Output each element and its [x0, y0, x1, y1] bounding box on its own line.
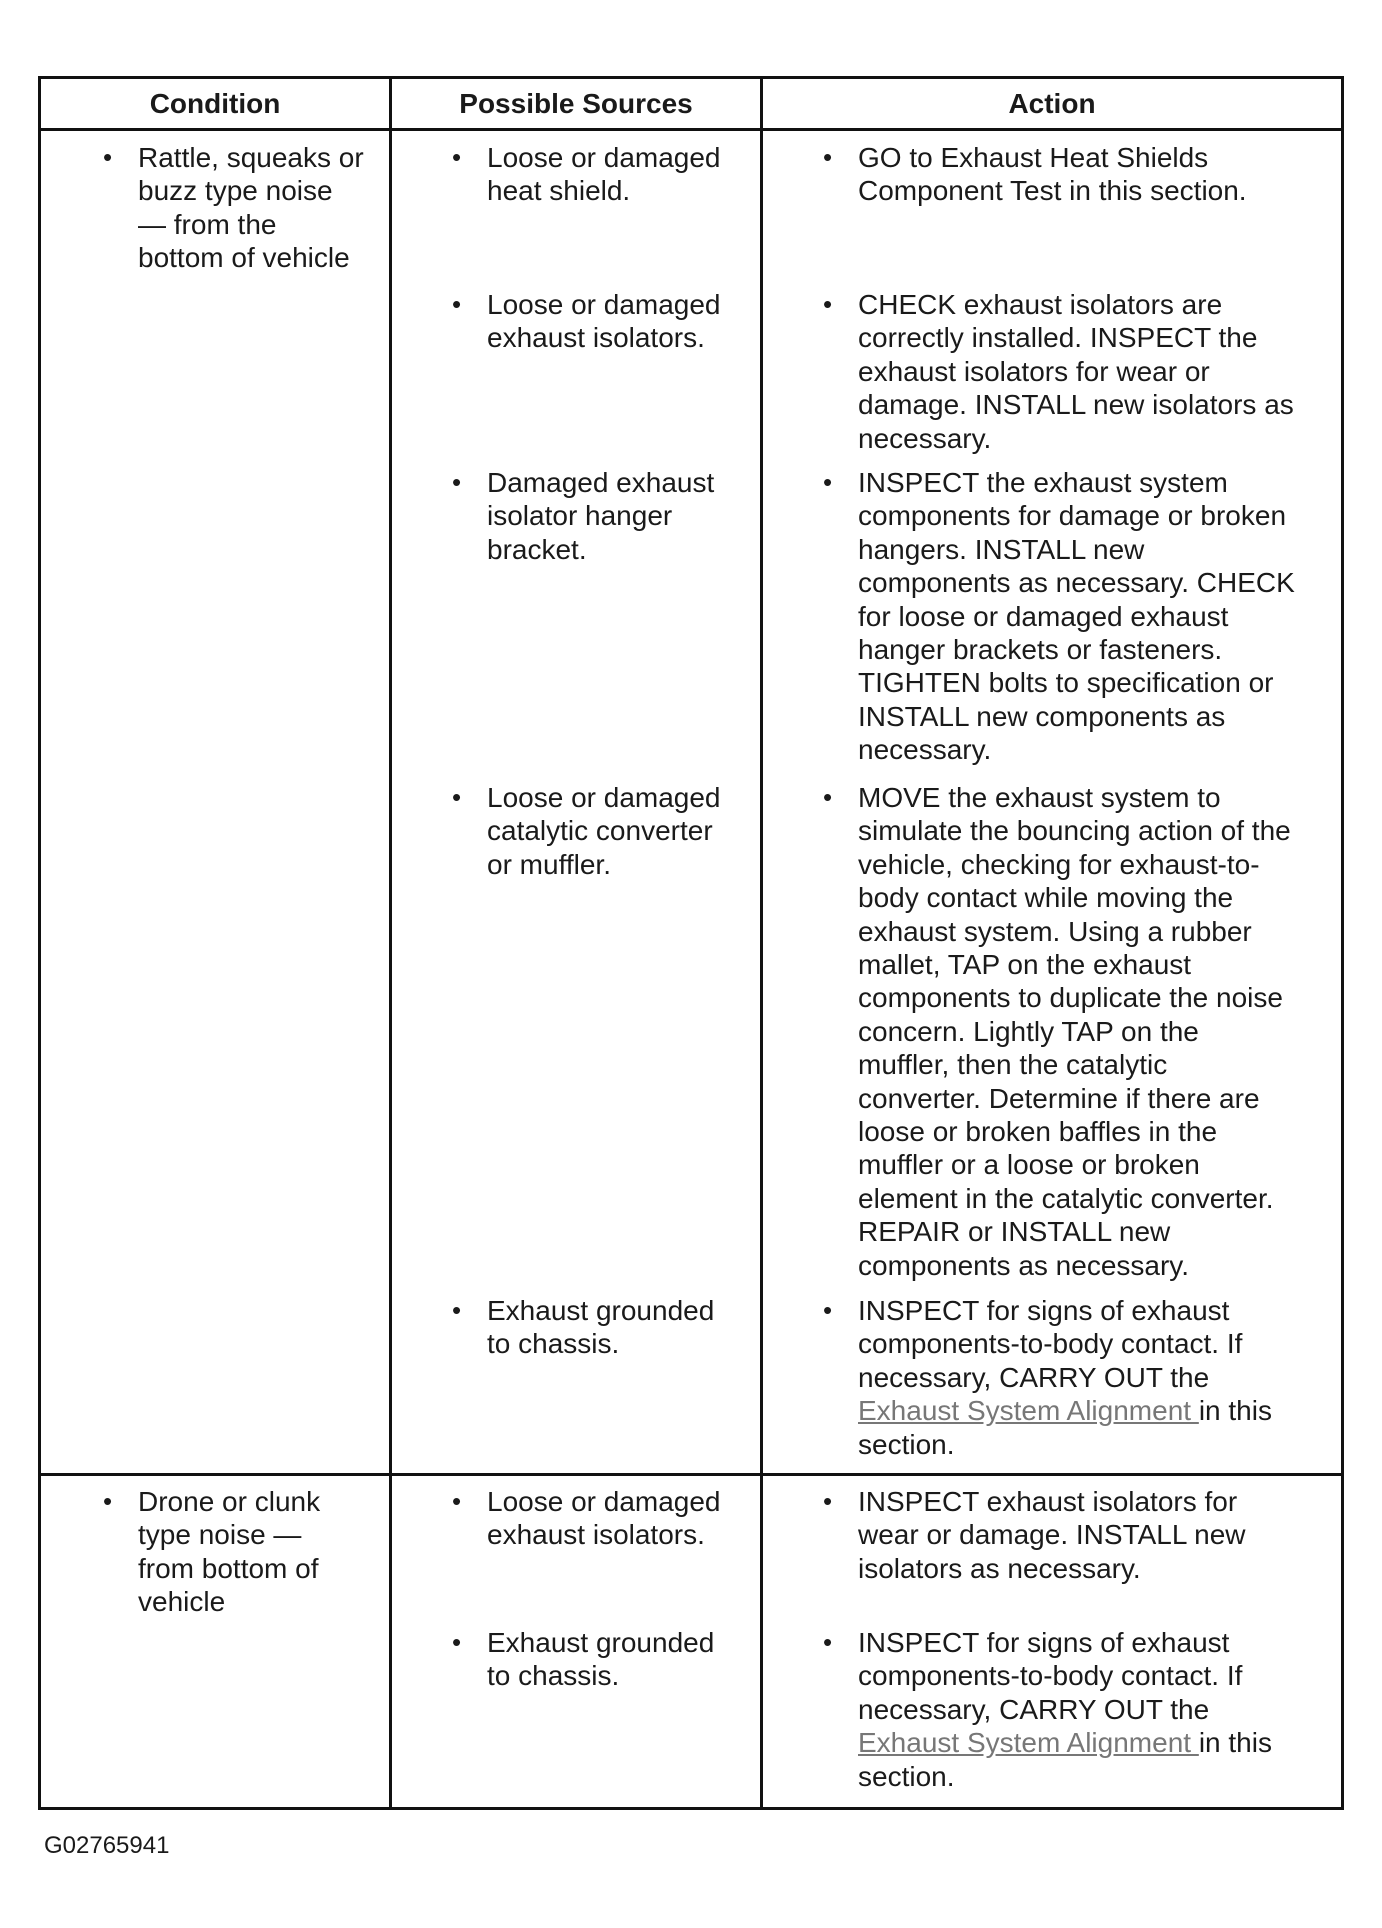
action-text [858, 1294, 1272, 1461]
action-text-tail: in this section. [858, 1727, 1272, 1792]
column-divider [760, 79, 763, 1807]
bullet-icon: • [823, 142, 833, 172]
source-text: Loose or damaged heat shield. [487, 142, 721, 207]
exhaust-system-alignment-link[interactable]: Exhaust System Alignment [858, 1395, 1199, 1427]
source-text: Exhaust grounded to chassis. [487, 1295, 715, 1360]
bullet-icon: • [452, 467, 462, 497]
action-text-lead: INSPECT for signs of exhaust components-to-body contact. If necessary, CARRY OUT the [858, 1295, 1243, 1393]
action-text-lead: INSPECT for signs of exhaust components-to-body contact. If necessary, CARRY OUT the [858, 1627, 1243, 1725]
action-text: INSPECT exhaust isolators for wear or damage. INSTALL new isolators as necessary. [858, 1486, 1246, 1584]
diagnosis-table [38, 76, 1344, 1810]
bullet-icon: • [823, 467, 833, 497]
row-divider [41, 1473, 1341, 1476]
header-possible-sources: Possible Sources [459, 87, 693, 119]
figure-code: G02765941 [44, 1832, 170, 1859]
header-condition: Condition [149, 87, 281, 119]
exhaust-system-alignment-link[interactable]: Exhaust System Alignment [858, 1727, 1199, 1759]
bullet-icon: • [452, 1486, 462, 1516]
header-divider [41, 128, 1341, 131]
bullet-icon: • [452, 1627, 462, 1657]
bullet-icon: • [103, 1486, 113, 1516]
bullet-icon: • [452, 289, 462, 319]
bullet-icon: • [823, 782, 833, 812]
source-text: Exhaust grounded to chassis. [487, 1627, 715, 1692]
source-text: Loose or damaged catalytic converter or muffler. [487, 782, 721, 880]
bullet-icon: • [452, 1295, 462, 1325]
action-text [858, 1626, 1272, 1793]
column-divider [389, 79, 392, 1807]
action-text: GO to Exhaust Heat Shields Component Test in this section. [858, 142, 1247, 207]
header-action: Action [1008, 87, 1096, 119]
condition-text: Drone or clunk type noise — from bottom of vehicle [138, 1486, 321, 1618]
bullet-icon: • [103, 142, 113, 172]
action-text: CHECK exhaust isolators are correctly installed. INSPECT the exhaust isolators for wear or damage. INSTALL new isolators as necessary. [858, 289, 1294, 454]
bullet-icon: • [823, 1295, 833, 1325]
source-text: Damaged exhaust isolator hanger bracket. [487, 467, 715, 565]
condition-text: Rattle, squeaks or buzz type noise — from the bottom of vehicle [138, 142, 364, 274]
action-text: MOVE the exhaust system to simulate the bouncing action of the vehicle, checking for exhaust-to- body contact while moving the exhaust system. Using a rubber mallet, TAP on the exhaust components to duplicate the noise concern. Lightly TAP on the muffler, then the catalytic converter. Determine if there are loose or broken baffles in the muffler or a loose or broken element in the catalytic converter. REPAIR or INSTALL new components as necessary. [858, 782, 1291, 1281]
bullet-icon: • [823, 1627, 833, 1657]
bullet-icon: • [452, 782, 462, 812]
source-text: Loose or damaged exhaust isolators. [487, 1486, 721, 1551]
bullet-icon: • [452, 142, 462, 172]
action-text-tail: in this section. [858, 1395, 1272, 1460]
action-text: INSPECT the exhaust system components for damage or broken hangers. INSTALL new components as necessary. CHECK for loose or damaged exhaust hanger brackets or fasteners. TIGHTEN bolts to specification or INSTALL new components as necessary. [858, 467, 1295, 766]
bullet-icon: • [823, 1486, 833, 1516]
source-text: Loose or damaged exhaust isolators. [487, 289, 721, 354]
bullet-icon: • [823, 289, 833, 319]
